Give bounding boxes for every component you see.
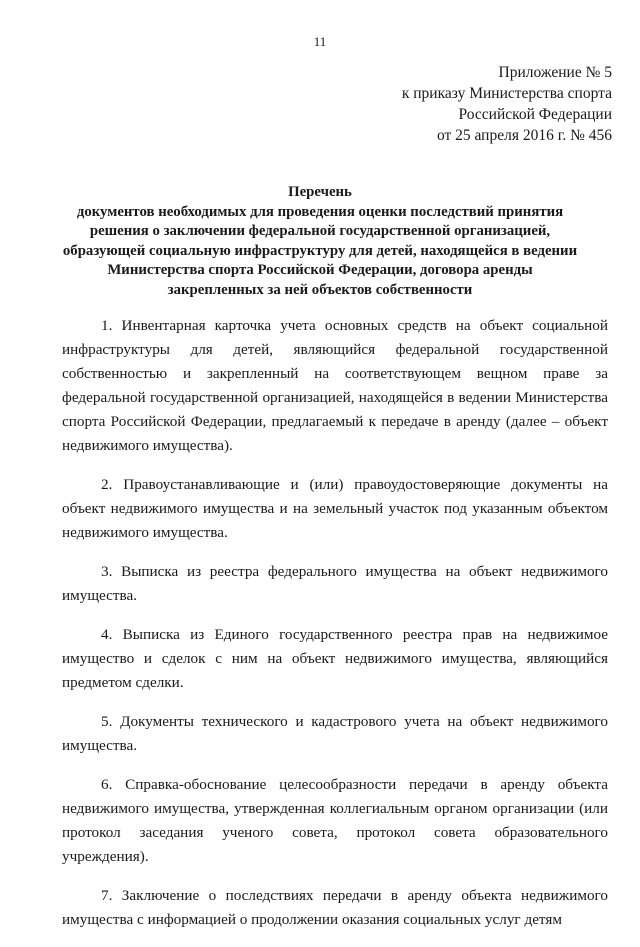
appendix-line: Приложение № 5 bbox=[498, 64, 612, 81]
document-body bbox=[62, 314, 608, 947]
list-item: 1. Инвентарная карточка учета основных средств на объект социальной инфраструктуры для детей, являющийся федеральной государственной собственностью и закрепленный на соответствующем вещном праве за федеральной государственной организацией, находящейся в ведении Министерства спорта Российской Федерации, предлагаемый к передаче в аренду (далее – объект недвижимого имущества). bbox=[62, 317, 608, 454]
title-line: решения о заключении федеральной государственной организацией, bbox=[89, 223, 551, 240]
list-item: 2. Правоустанавливающие и (или) правоудостоверяющие документы на объект недвижимого имущества и на земельный участок под указанным объектом недвижимого имущества. bbox=[62, 476, 608, 541]
title-line: закрепленных за ней объектов собственности bbox=[167, 281, 473, 298]
list-item: 7. Заключение о последствиях передачи в аренду объекта недвижимого имущества с информацией о продолжении оказания социальных услуг детям bbox=[62, 887, 608, 928]
title-line: документов необходимых для проведения оценки последствий принятия bbox=[76, 203, 564, 220]
list-item: 5. Документы технического и кадастрового учета на объект недвижимого имущества. bbox=[62, 713, 608, 754]
appendix-line: Российской Федерации bbox=[458, 106, 612, 123]
appendix-header bbox=[402, 62, 612, 146]
list-item: 4. Выписка из Единого государственного реестра прав на недвижимое имущество и сделок с ним на объект недвижимого имущества, являющийся предметом сделки. bbox=[62, 626, 608, 691]
list-item: 6. Справка-обоснование целесообразности передачи в аренду объекта недвижимого имущества, утвержденная коллегиальным органом организации (или протокол заседания ученого совета, протокол совета образовательного учреждения). bbox=[62, 776, 608, 865]
appendix-line: к приказу Министерства спорта bbox=[401, 85, 612, 102]
appendix-line: от 25 апреля 2016 г. № 456 bbox=[436, 127, 612, 144]
page-number: 11 bbox=[313, 34, 327, 49]
title-line: образующей социальную инфраструктуру для детей, находящейся в ведении bbox=[62, 242, 578, 259]
list-item: 3. Выписка из реестра федерального имущества на объект недвижимого имущества. bbox=[62, 563, 608, 604]
title-line: Перечень bbox=[288, 184, 352, 200]
title-line: Министерства спорта Российской Федерации, договора аренды bbox=[107, 262, 533, 279]
document-title bbox=[40, 183, 600, 301]
